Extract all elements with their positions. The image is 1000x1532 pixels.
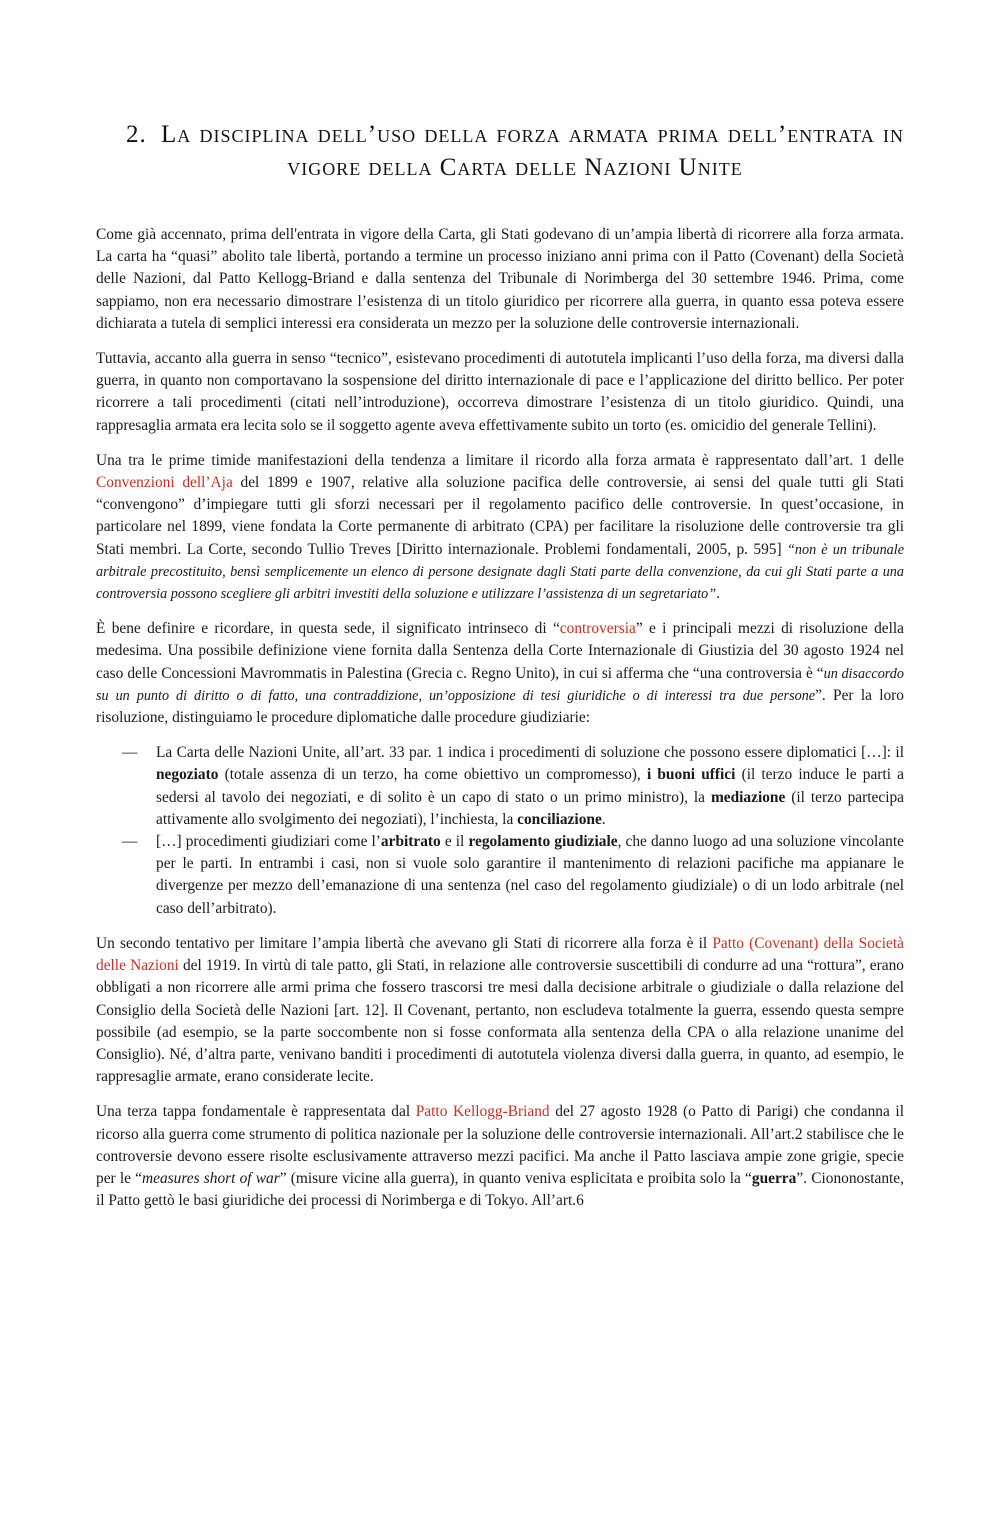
paragraph-4-text-c: ”. Per la loro risoluzione, distinguiamo le procedure diplomatiche dalle procedure giudiziarie:	[96, 686, 905, 727]
paragraph-3-text-a: Una tra le prime timide manifestazioni della tendenza a limitare il ricordo alla forza armata è rappresentato dall’art. 1 delle	[96, 451, 904, 469]
term-mediazione: mediazione	[710, 788, 786, 806]
list-text: […] procedimenti giudiziari come l’	[156, 833, 381, 851]
quote-treves: “non è un tribunale arbitrale precostituito, bensì semplicemente un elenco di persone designate dagli Stati parte della convenzione, da cui gli Stati parte a una controversia possono scegliere gli arbitri investiti della soluzione e utilizzare l’assistenza di un segretariato”	[96, 541, 904, 603]
list-item-judicial	[156, 831, 904, 920]
term-regolamento-giudiziale: regolamento giudiziale	[468, 833, 618, 851]
term-negoziato: negoziato	[156, 766, 219, 784]
term-buoni-uffici: i buoni uffici	[646, 766, 736, 784]
paragraph-6-text-b: del 27 agosto 1928 (o Patto di Parigi) che condanna il ricorso alla guerra come strumento di politica nazionale per la soluzione delle controversie internazionali. All’art.2 stabilisce che le controversie devono essere risolte esclusivamente attraverso mezzi pacifici. Ma anche il Patto lasciava ampie zone grigie, specie per le “	[96, 1103, 904, 1187]
list-text: La Carta delle Nazioni Unite, all’art. 33 par. 1 indica i procedimenti di soluzione che possono essere diplomatici […]: il	[156, 744, 904, 762]
paragraph-6-text-c: ” (misure vicine alla guerra), in quanto veniva esplicitata e proibita solo la “	[279, 1169, 752, 1187]
section-heading	[126, 118, 904, 184]
list-text: (il terzo induce le parti a sedersi al tavolo dei negoziati, e di solito è un capo di stato o un primo ministro), la	[156, 766, 904, 806]
list-text: , che danno luogo ad una soluzione vincolante per le parti. In entrambi i casi, non si vuole solo garantire il mantenimento di relazioni pacifiche ma appianare le divergenze per mezzo dell’emanazione di una sentenza (nel caso del regolamento giudiziale) o di un lodo arbitrale (nel caso dell’arbitrato).	[156, 833, 904, 917]
paragraph-5	[96, 933, 904, 1088]
link-controversia[interactable]: controversia	[559, 620, 636, 638]
paragraph-3	[96, 450, 904, 605]
document-body	[96, 224, 904, 1212]
paragraph-3-text-b: del 1899 e 1907, relative alla soluzione pacifica delle controversie, ai sensi del quale tutti gli Stati “convengono” d’impiegare tutti gli sforzi necessari per il regolamento pacifico delle controversie. In quest’occasione, in particolare nel 1899, viene fondata la Corte permanente di arbitrato (CPA) per facilitare la risoluzione delle controversie tra gli Stati membri. La Corte, secondo Tullio Treves [Diritto internazionale. Problemi fondamentali, 2005, p. 595]	[96, 474, 904, 558]
term-arbitrato: arbitrato	[380, 833, 441, 851]
quote-definition: un disaccordo su un punto di diritto o di fatto, una contraddizione, un’opposizione di tesi giuridiche o di interessi tra due persone	[96, 665, 904, 704]
term-conciliazione: conciliazione	[517, 810, 602, 828]
list-text: (totale assenza di un terzo, ha come obiettivo un compromesso),	[224, 766, 641, 784]
list-text: e il	[444, 833, 465, 851]
section-number: 2.	[126, 121, 147, 148]
paragraph-5-text-a: Un secondo tentativo per limitare l’ampia libertà che avevano gli Stati di ricorrere alla forza è il	[96, 934, 708, 952]
paragraph-2: Tuttavia, accanto alla guerra in senso “tecnico”, esistevano procedimenti di autotutela implicanti l’uso della forza, ma diversi dalla guerra, in quanto non comportavano la sospensione del diritto internazionale di pace e l’applicazione del diritto bellico. Per poter ricorrere a tali procedimenti (citati nell’introduzione), occorreva dimostrare l’esistenza di un titolo giuridico. Quindi, una rappresaglia armata era lecita solo se il soggetto agente aveva effettivamente subito un torto (es. omicidio del generale Tellini).	[96, 350, 904, 434]
term-guerra: guerra	[751, 1169, 797, 1187]
paragraph-4-text-b: ” e i principali mezzi di risoluzione della medesima. Una possibile definizione viene fornita dalla Sentenza della Corte Internazionale di Giustizia del 30 agosto 1924 nel caso delle Concessioni Mavrommatis in Palestina (Grecia c. Regno Unito), in cui si afferma che “una controversia è “	[96, 620, 904, 682]
paragraph-6-text-a: Una terza tappa fondamentale è rappresentata dal	[96, 1103, 411, 1121]
link-patto-covenant[interactable]: Patto (Covenant) della Società delle Nazioni	[96, 934, 904, 975]
document-page	[0, 118, 1000, 1532]
link-convenzioni-aja[interactable]: Convenzioni dell’Aja	[96, 474, 233, 492]
section-title: La disciplina dell’uso della forza armata prima dell’entrata in vigore della Carta delle Nazioni Unite	[161, 121, 904, 181]
procedures-list	[96, 742, 904, 920]
list-item-diplomatic	[156, 742, 904, 831]
paragraph-6-text-d: ”. Ciononostante, il Patto gettò le basi giuridiche dei processi di Norimberga e di Tokyo. All’art.6	[96, 1169, 904, 1210]
paragraph-4-text-a: È bene definire e ricordare, in questa sede, il significato intrinseco di “	[96, 620, 560, 638]
paragraph-4	[96, 618, 904, 729]
paragraph-3-end: .	[716, 585, 721, 603]
term-measures-short-of-war: measures short of war	[142, 1169, 280, 1187]
paragraph-1: Come già accennato, prima dell'entrata in vigore della Carta, gli Stati godevano di un’ampia libertà di ricorrere alla forza armata. La carta ha “quasi” abolito tale libertà, portando a termine un processo iniziano anni prima con il Patto (Covenant) della Società delle Nazioni, dal Patto Kellogg-Briand e dalla sentenza del Tribunale di Norimberga del 30 settembre 1946. Prima, come sappiamo, non era necessario dimostrare l’esistenza di un titolo giuridico per ricorrere alla guerra, in quanto essa poteva essere dichiarata a tutela di semplici interessi era considerata un mezzo per la soluzione delle controversie internazionali.	[96, 226, 904, 332]
paragraph-6	[96, 1101, 904, 1212]
paragraph-5-text-b: del 1919. In virtù di tale patto, gli Stati, in relazione alle controversie suscettibili di condurre ad una “rottura”, erano obbligati a non ricorrere alle armi prima che fossero trascorsi tre mesi dalla decisione arbitrale o giudiziale o dalla relazione del Consiglio della Società delle Nazioni [art. 12]. Il Covenant, pertanto, non escludeva totalmente la guerra, essendo questa sempre possibile (ad esempio, se la parte soccombente non si fosse conformata alla sentenza della CPA o alla relazione unanime del Consiglio). Né, d’altra parte, venivano banditi i procedimenti di autotutela violenza diversi dalla guerra, in quanto, ad esempio, le rappresaglie armate, erano considerate lecite.	[96, 957, 904, 1086]
list-text: (il terzo partecipa attivamente allo svolgimento dei negoziati), l’inchiesta, la	[156, 788, 904, 828]
link-patto-kellogg-briand[interactable]: Patto Kellogg-Briand	[415, 1103, 550, 1121]
list-text: .	[601, 810, 606, 828]
